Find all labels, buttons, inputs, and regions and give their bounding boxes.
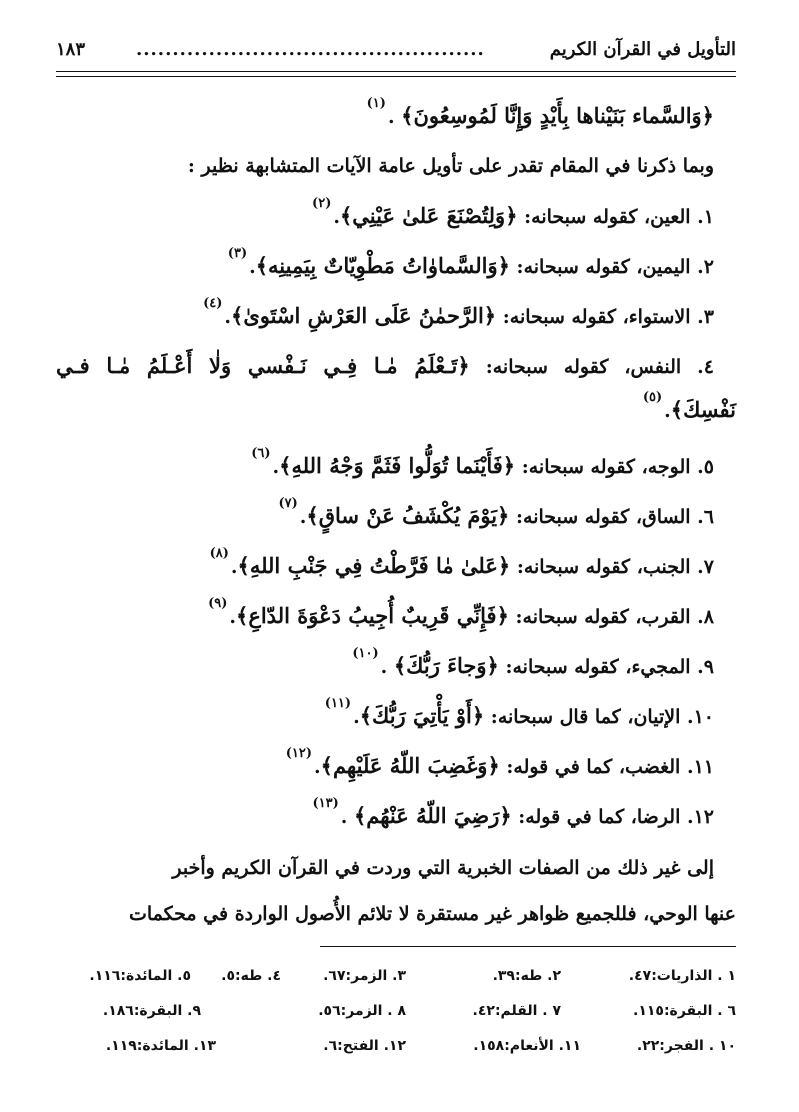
punctuation: . xyxy=(333,206,340,228)
quran-verse: ﴿عَلىٰ مٰا فَرَّطْتُ فِي جَنْبِ اللهِ﴾ xyxy=(237,553,511,578)
list-item xyxy=(56,544,714,588)
footnote: ١٠ . الفجر:٢٢. xyxy=(636,1038,736,1054)
list-item xyxy=(56,594,714,638)
footnote-marker: (٦) xyxy=(251,446,271,461)
closing-paragraph-line-1 xyxy=(56,846,714,890)
header-rule xyxy=(56,71,736,72)
footnote-marker: (٤) xyxy=(203,296,223,311)
item-lead: ٤. النفس، كقوله سبحانه: xyxy=(469,356,714,378)
quran-verse: ﴿وَالسَّماء بَنَيْناها بِأَيْدٍ وَإِنَّا لَمُوسِعُونَ﴾ xyxy=(401,103,714,128)
footnote: ١٢. الفتح:٦. xyxy=(323,1038,406,1054)
punctuation: . xyxy=(272,456,280,478)
item-lead: ١١. الغضب، كما في قوله: xyxy=(499,756,714,778)
item-lead: ٩. المجيء، كقوله سبحانه: xyxy=(498,656,714,678)
item-lead: ١. العين، كقوله سبحانه: xyxy=(517,206,714,228)
running-header xyxy=(56,36,736,64)
footnote-marker: (١٠) xyxy=(352,646,379,661)
footnote-row xyxy=(56,1032,736,1060)
item-lead: ٢. اليمين، كقوله سبحانه: xyxy=(509,256,714,278)
intro-line xyxy=(56,144,714,188)
quran-verse: ﴿وَلِتُصْنَعَ عَلىٰ عَيْنِي﴾ xyxy=(339,203,518,228)
footnote-marker: (١٢) xyxy=(285,746,313,761)
footnote-marker: (٣) xyxy=(227,246,248,261)
footnote-marker: (٥) xyxy=(642,390,663,405)
list-item xyxy=(56,244,714,288)
footnote: ١١. الأنعام:١٥٨. xyxy=(473,1038,581,1054)
list-item xyxy=(56,344,714,388)
footnote-marker: (٨) xyxy=(209,546,229,561)
quran-verse: ﴿أَوْ يَأْتِيَ رَبُّكَ﴾ xyxy=(359,703,485,728)
footnote: ١ . الذاريات:٤٧. xyxy=(628,968,736,984)
list-item xyxy=(56,694,714,738)
item-lead: ٦. الساق، كقوله سبحانه: xyxy=(509,506,714,528)
quran-verse: ﴿فَأَيْنَما تُوَلُّوا فَثَمَّ وَجْهُ اللهِ﴾ xyxy=(279,453,516,478)
footnote-marker: (١) xyxy=(366,96,386,111)
footnote-separator xyxy=(320,946,736,947)
footnote-marker: (٢) xyxy=(312,196,332,211)
footnote: ٩. البقرة:١٨٦. xyxy=(102,1003,201,1019)
punctuation: . xyxy=(353,706,360,728)
punctuation: . xyxy=(230,556,238,578)
quran-verse: ﴿وَجاءَ رَبُّكَ﴾ xyxy=(393,653,499,678)
closing-paragraph-line-2 xyxy=(56,892,736,936)
page-number: ١٨٣ xyxy=(56,39,86,60)
quran-verse-continuation: نَفْسِكَ﴾ xyxy=(670,397,736,422)
paragraph-text: عنها الوحي، فللجميع ظواهر غير مستقرة لا تلائم الأُصول الواردة في محكمات xyxy=(128,903,736,925)
punctuation: . xyxy=(380,656,394,678)
punctuation: . xyxy=(340,806,354,828)
list-item xyxy=(56,194,714,238)
item-lead: ٣. الاستواء، كقوله سبحانه: xyxy=(496,306,714,328)
footnote: ٤. طه:٥. xyxy=(221,968,281,984)
footnote: ٣. الزمر:٦٧. xyxy=(323,968,406,984)
item-lead: ٧. الجنب، كقوله سبحانه: xyxy=(510,556,714,578)
list-item xyxy=(56,644,714,688)
punctuation: . xyxy=(664,400,671,422)
footnote: ٥. المائدة:١١٦. xyxy=(89,968,191,984)
footnote: ٨ . الزمر:٥٦. xyxy=(318,1003,406,1019)
paragraph-text: إلى غير ذلك من الصفات الخبرية التي وردت في القرآن الكريم وأخبر xyxy=(172,857,714,879)
header-leader-dots: ................................................ xyxy=(136,39,485,60)
item-lead: ١٢. الرضا، كما في قوله: xyxy=(511,806,714,828)
list-item xyxy=(56,494,714,538)
footnote: ١٣. المائدة:١١٩. xyxy=(105,1038,216,1054)
item-lead: ١٠. الإتيان، كما قال سبحانه: xyxy=(484,706,714,728)
punctuation: . xyxy=(387,106,402,128)
footnote-marker: (١٣) xyxy=(312,796,339,811)
footnote-row xyxy=(56,962,736,990)
punctuation: . xyxy=(224,306,232,328)
footnote-marker: (٧) xyxy=(278,496,298,511)
item-lead: ٥. الوجه، كقوله سبحانه: xyxy=(515,456,714,478)
paragraph-text: وبما ذكرنا في المقام تقدر على تأويل عامة الآيات المتشابهة نظير : xyxy=(187,155,714,177)
footnote-marker: (٩) xyxy=(208,596,228,611)
quran-verse: ﴿تَـعْلَمُ مٰـا فِـي نَـفْسي وَلٰا أَعْـلَمُ مٰـا فـي xyxy=(56,353,470,378)
verse-line-1 xyxy=(56,94,714,138)
footnote: ٧ . القلم:٤٢. xyxy=(472,1003,561,1019)
quran-verse: ﴿وَغَضِبَ اللّهُ عَلَيْهِم﴾ xyxy=(320,753,500,778)
footnote: ٦ . البقرة:١١٥. xyxy=(632,1003,736,1019)
list-item xyxy=(56,444,714,488)
list-item-continuation xyxy=(56,388,736,432)
item-lead: ٨. القرب، كقوله سبحانه: xyxy=(508,606,714,628)
list-item xyxy=(56,744,714,788)
punctuation: . xyxy=(229,606,237,628)
quran-verse: ﴿وَالسَّماوٰاتُ مَطْوِيّاتٌ بِيَمِينِه﴾ xyxy=(255,253,510,278)
book-page xyxy=(56,34,736,1084)
list-item xyxy=(56,794,714,838)
footnote-row xyxy=(56,997,736,1025)
running-title: التأويل في القرآن الكريم xyxy=(549,39,736,60)
quran-verse: ﴿فَإِنِّي قَرِيبٌ أُجِيبُ دَعْوَةَ الدّاعِ﴾ xyxy=(236,603,509,628)
quran-verse: ﴿الرَّحمٰنُ عَلَى العَرْشِ اسْتَوىٰ﴾ xyxy=(231,303,497,328)
punctuation: . xyxy=(249,256,256,278)
footnote-marker: (١١) xyxy=(324,696,352,711)
list-item xyxy=(56,294,714,338)
punctuation: . xyxy=(299,506,307,528)
quran-verse: ﴿رَضِيَ اللّهُ عَنْهُم﴾ xyxy=(353,803,512,828)
header-rule-thin xyxy=(56,76,736,77)
quran-verse: ﴿يَوْمَ يُكْشَفُ عَنْ ساقٍ﴾ xyxy=(306,503,510,528)
footnote: ٢. طه:٣٩. xyxy=(492,968,561,984)
punctuation: . xyxy=(314,756,321,778)
